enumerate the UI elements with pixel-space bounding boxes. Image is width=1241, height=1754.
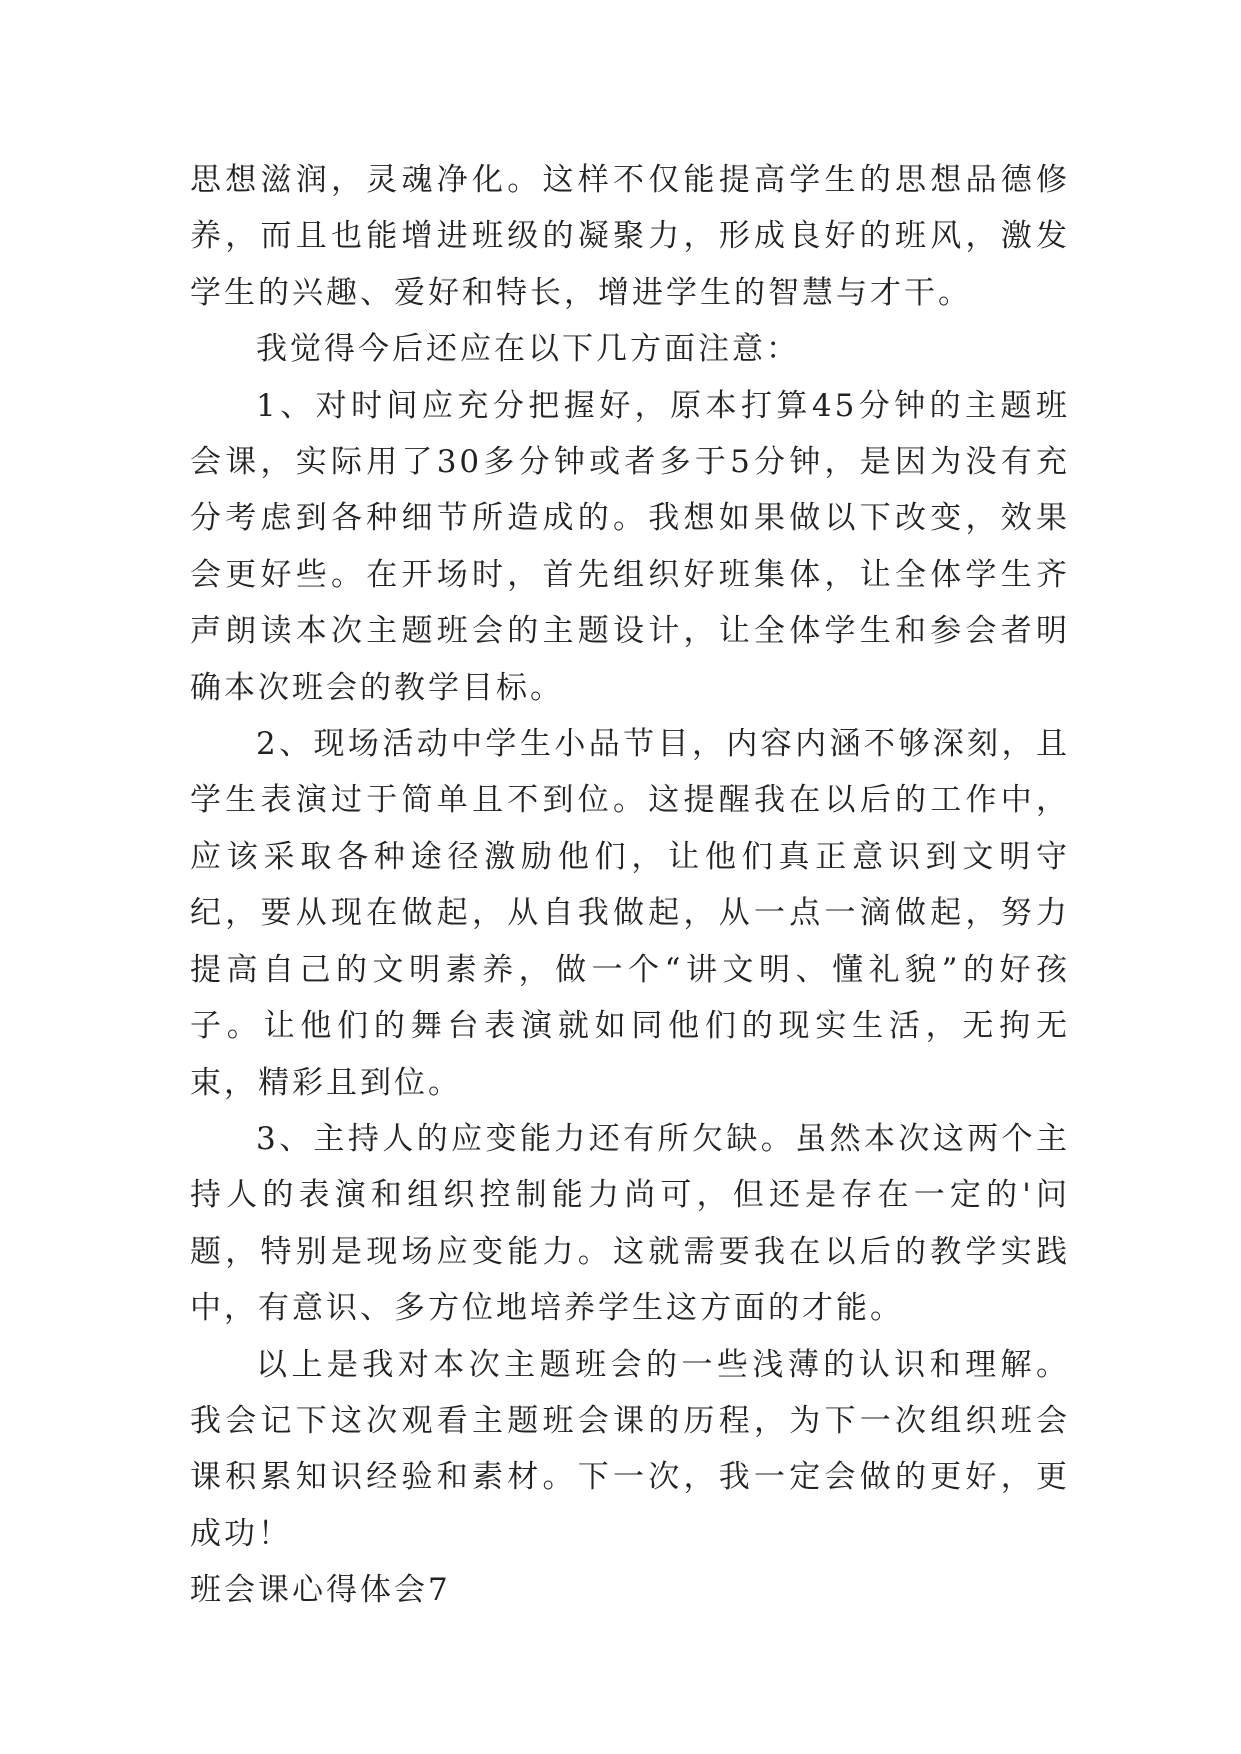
paragraph-continuation: 思想滋润，灵魂净化。这样不仅能提高学生的思想品德修养，而且也能增进班级的凝聚力，形成良好的班风，激发学生的兴趣、爱好和特长，增进学生的智慧与才干。: [190, 162, 1070, 311]
section-heading: 班会课心得体会7: [190, 1572, 451, 1609]
paragraph-intro: 我觉得今后还应在以下几方面注意：: [256, 331, 800, 368]
paragraph-conclusion: 以上是我对本次主题班会的一些浅薄的认识和理解。我会记下这次观看主题班会课的历程，为下一次组织班会课积累知识经验和素材。下一次，我一定会做的更好，更成功！: [190, 1346, 1070, 1552]
paragraph-point-2: 2、现场活动中学生小品节目，内容内涵不够深刻，且学生表演过于简单且不到位。这提醒我在以后的工作中，应该采取各种途径激励他们，让他们真正意识到文明守纪，要从现在做起，从自我做起，从一点一滴做起，努力提高自己的文明素养，做一个“讲文明、懂礼貌”的好孩子。让他们的舞台表演就如同他们的现实生活，无拘无束，精彩且到位。: [190, 726, 1070, 1101]
document-body: [190, 152, 1070, 1619]
paragraph-point-1: 1、对时间应充分把握好，原本打算45分钟的主题班会课，实际用了30多分钟或者多于5分钟，是因为没有充分考虑到各种细节所造成的。我想如果做以下改变，效果会更好些。在开场时，首先组织好班集体，让全体学生齐声朗读本次主题班会的主题设计，让全体学生和参会者明确本次班会的教学目标。: [190, 387, 1070, 706]
paragraph-point-3: 3、主持人的应变能力还有所欠缺。虽然本次这两个主持人的表演和组织控制能力尚可，但还是存在一定的'问题，特别是现场应变能力。这就需要我在以后的教学实践中，有意识、多方位地培养学生这方面的才能。: [190, 1120, 1070, 1327]
